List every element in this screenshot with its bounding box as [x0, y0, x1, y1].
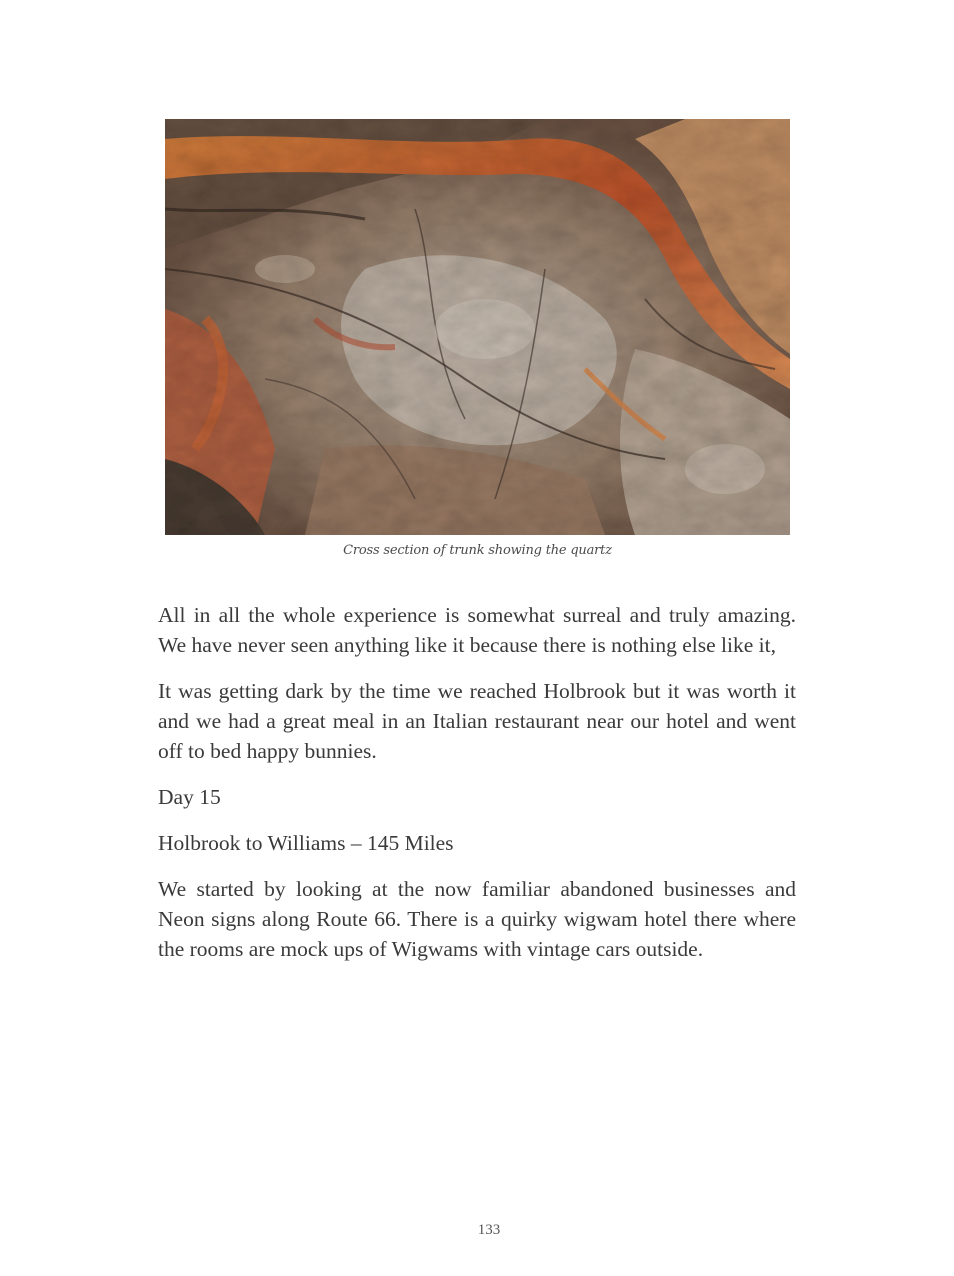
figure-caption: Cross section of trunk showing the quartz	[343, 543, 612, 558]
petrified-wood-photo	[165, 119, 790, 535]
rock-surface	[165, 119, 790, 535]
body-text	[158, 600, 796, 980]
paragraph-experience: All in all the whole experience is somewhat surreal and truly amazing. We have never seen anything like it because there is nothing else like it,	[158, 603, 796, 657]
route-heading: Holbrook to Williams – 145 Miles	[158, 831, 454, 855]
page-number: 133	[477, 1222, 501, 1238]
day-heading: Day 15	[158, 785, 221, 809]
paragraph-wigwam-hotel: We started by looking at the now familiar abandoned businesses and Neon signs along Route 66. There is a quirky wigwam hotel there where the rooms are mock ups of Wigwams with vintage cars outside.	[158, 877, 796, 961]
paragraph-holbrook-arrival: It was getting dark by the time we reached Holbrook but it was worth it and we had a great meal in an Italian restaurant near our hotel and went off to bed happy bunnies.	[158, 679, 796, 763]
